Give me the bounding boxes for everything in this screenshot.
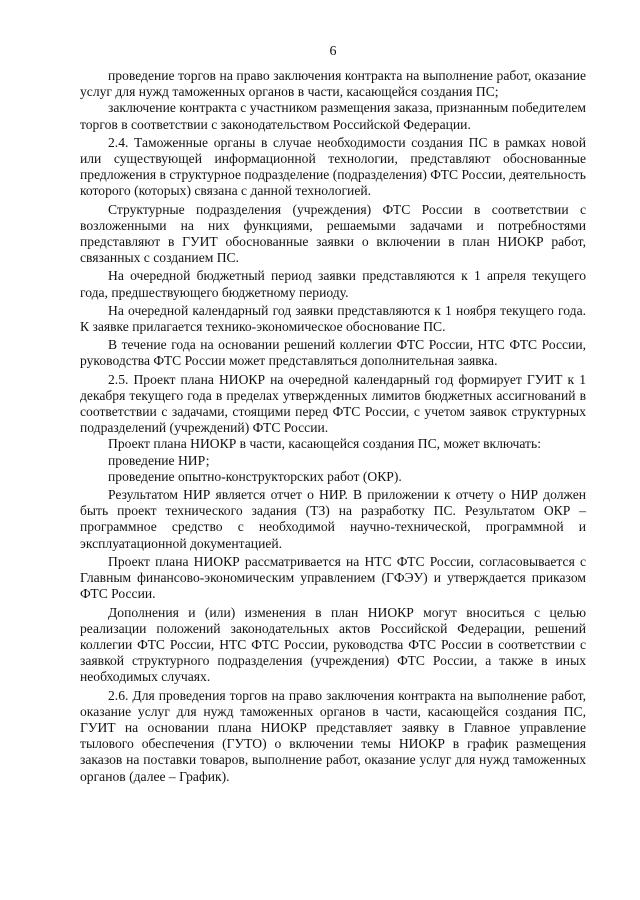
paragraph: Проект плана НИОКР рассматривается на НТС ФТС России, согласовывается с Главным финансово-экономическим управлением (ГФЭУ) и утверждается приказом ФТС России. <box>80 553 586 602</box>
paragraph: 2.4. Таможенные органы в случае необходимости создания ПС в рамках новой или существующей информационной технологии, представляют обоснованные предложения в структурное подразделение (подразделения) ФТС России, деятельность которого (которых) связана с данной технологией. <box>80 134 586 199</box>
paragraph: Проект плана НИОКР в части, касающейся создания ПС, может включать: <box>108 436 541 452</box>
paragraph: проведение НИР; <box>108 452 210 468</box>
paragraph: 2.6. Для проведения торгов на право заключения контракта на выполнение работ, оказание услуг для нужд таможенных органов в части, касающейся создания ПС, ГУИТ на основании плана НИОКР представляет заявку в Главное управление тылового обеспечения (ГУТО) о включении темы НИОКР в график размещения заказов на поставки товаров, выполнение работ, оказание услуг для нужд таможенных органов (далее – График). <box>80 687 586 784</box>
paragraph: Структурные подразделения (учреждения) ФТС России в соответствии с возложенными на них функциями, решаемыми задачами и потребностями представляют в ГУИТ обоснованные заявки о включении в план НИОКР работ, связанных с созданием ПС. <box>80 201 586 266</box>
paragraph: проведение опытно-конструкторских работ (ОКР). <box>108 468 402 484</box>
paragraph: Результатом НИР является отчет о НИР. В приложении к отчету о НИР должен быть проект технического задания (ТЗ) на разработку ПС. Результатом ОКР – программное средство с необходимой научно-технической, программной и эксплуатационной документацией. <box>80 487 586 551</box>
paragraph: проведение торгов на право заключения контракта на выполнение работ, оказание услуг для нужд таможенных органов в части, касающейся создания ПС; <box>80 68 586 100</box>
paragraph: В течение года на основании решений коллегии ФТС России, НТС ФТС России, руководства ФТС России может представляться дополнительная заявка. <box>80 337 586 369</box>
paragraph: Дополнения и (или) изменения в план НИОКР могут вноситься с целью реализации положений законодательных актов Российской Федерации, решений коллегии ФТС России, НТС ФТС России, руководства ФТС России в соответствии с заявкой структурного подразделения (учреждения) ФТС России, а также в иных необходимых случаях. <box>80 604 586 685</box>
document-body <box>80 68 586 785</box>
paragraph: заключение контракта с участником размещения заказа, признанным победителем торгов в соответствии с законодательством Российской Федерации. <box>80 100 586 132</box>
paragraph: На очередной календарный год заявки представляются к 1 ноября текущего года. К заявке прилагается технико-экономическое обоснование ПС. <box>80 302 586 335</box>
paragraph: 2.5. Проект плана НИОКР на очередной календарный год формирует ГУИТ к 1 декабря текущего года в пределах утвержденных лимитов бюджетных ассигнований в соответствии с задачами, стоящими перед ФТС России, с учетом заявок структурных подразделений (учреждений) ФТС России. <box>80 371 586 436</box>
paragraph: На очередной бюджетный период заявки представляются к 1 апреля текущего года, предшествующего бюджетному периоду. <box>80 268 586 300</box>
page-number: 6 <box>329 44 337 59</box>
